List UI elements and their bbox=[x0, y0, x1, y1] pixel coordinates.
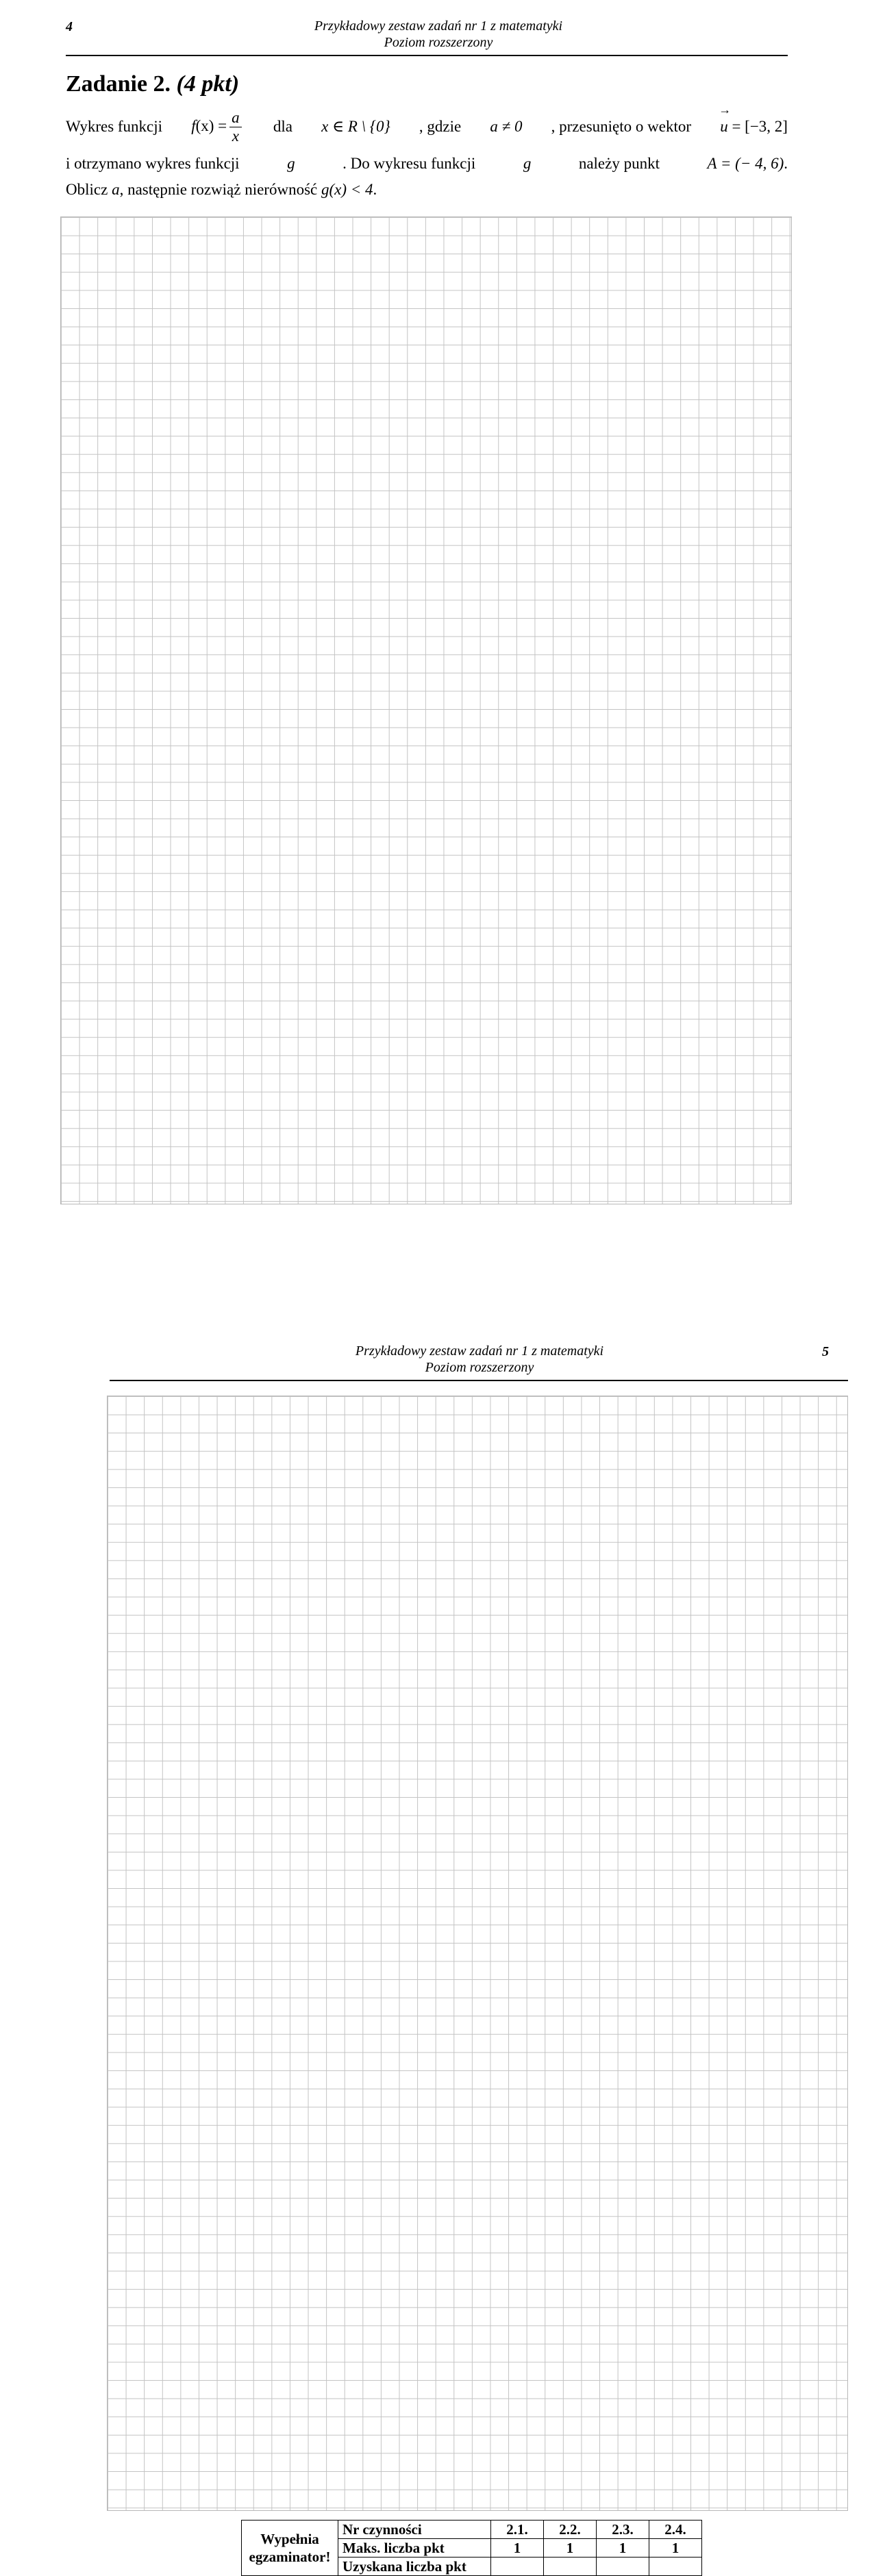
text: Oblicz bbox=[66, 181, 108, 198]
max-points-cell: 1 bbox=[491, 2539, 544, 2558]
obtained-points-cell[interactable] bbox=[597, 2558, 649, 2576]
vector-value: = [−3, 2] bbox=[732, 118, 788, 135]
math-a: a bbox=[112, 181, 120, 198]
max-points-cell: 1 bbox=[649, 2539, 702, 2558]
math-eq: (x) = bbox=[195, 116, 227, 134]
page-number: 5 bbox=[822, 1344, 829, 1359]
math-inequality: g(x) < 4 bbox=[321, 181, 373, 198]
answer-grid[interactable] bbox=[60, 216, 792, 1204]
math-domain: x ∈ R \ {0} bbox=[321, 118, 390, 135]
vector-arrow-icon: → bbox=[719, 103, 732, 116]
examiner-label-line1: Wypełnia bbox=[260, 2531, 319, 2547]
vector-name: u bbox=[720, 118, 728, 135]
column-header: 2.1. bbox=[491, 2521, 544, 2539]
row-header-obtained: Uzyskana liczba pkt bbox=[338, 2558, 491, 2576]
math-g: g bbox=[287, 155, 295, 172]
text: , następnie rozwiąż nierówność bbox=[119, 181, 318, 198]
text: , przesunięto o wektor bbox=[551, 118, 692, 135]
task-points: (4 pkt) bbox=[176, 71, 240, 97]
math-g: g bbox=[523, 155, 532, 172]
examiner-label bbox=[242, 2521, 338, 2576]
row-header-max: Maks. liczba pkt bbox=[338, 2539, 491, 2558]
task-title bbox=[66, 71, 239, 97]
text: dla bbox=[273, 118, 292, 135]
answer-grid[interactable] bbox=[107, 1396, 848, 2511]
page-header bbox=[205, 18, 671, 51]
text: i otrzymano wykres funkcji bbox=[66, 155, 240, 172]
page-number: 4 bbox=[66, 19, 73, 34]
obtained-points-cell[interactable] bbox=[491, 2558, 544, 2576]
task-number: Zadanie 2. bbox=[66, 71, 171, 97]
column-header: 2.3. bbox=[597, 2521, 649, 2539]
header-title: Przykładowy zestaw zadań nr 1 z matematyki bbox=[314, 18, 563, 34]
header-rule bbox=[110, 1380, 848, 1381]
max-points-cell: 1 bbox=[544, 2539, 597, 2558]
math-f: f bbox=[191, 116, 196, 134]
obtained-points-cell[interactable] bbox=[544, 2558, 597, 2576]
column-header: 2.4. bbox=[649, 2521, 702, 2539]
math-condition: a ≠ 0 bbox=[490, 118, 523, 135]
fraction bbox=[229, 109, 242, 145]
fraction-numerator: a bbox=[229, 109, 242, 127]
text: Wykres funkcji bbox=[66, 118, 163, 135]
fraction-denominator: x bbox=[232, 127, 240, 145]
obtained-points-cell[interactable] bbox=[649, 2558, 702, 2576]
row-header-task: Nr czynności bbox=[338, 2521, 491, 2539]
page-5 bbox=[0, 1288, 872, 2575]
header-level: Poziom rozszerzony bbox=[425, 1360, 534, 1375]
page-header bbox=[247, 1343, 712, 1376]
task-statement bbox=[66, 104, 788, 214]
vector bbox=[719, 103, 732, 136]
text: . Do wykresu funkcji bbox=[342, 155, 476, 172]
max-points-cell: 1 bbox=[597, 2539, 649, 2558]
math-point: A = (− 4, 6) bbox=[707, 155, 784, 172]
header-rule bbox=[66, 55, 788, 56]
text: . bbox=[373, 181, 377, 198]
examiner-label-line2: egzaminator! bbox=[249, 2549, 331, 2565]
header-level: Poziom rozszerzony bbox=[384, 35, 493, 50]
text: należy punkt bbox=[578, 155, 660, 172]
header-title: Przykładowy zestaw zadań nr 1 z matematyki bbox=[355, 1343, 604, 1359]
text: . bbox=[784, 155, 788, 172]
score-table bbox=[241, 2520, 702, 2576]
text: , gdzie bbox=[419, 118, 462, 135]
column-header: 2.2. bbox=[544, 2521, 597, 2539]
